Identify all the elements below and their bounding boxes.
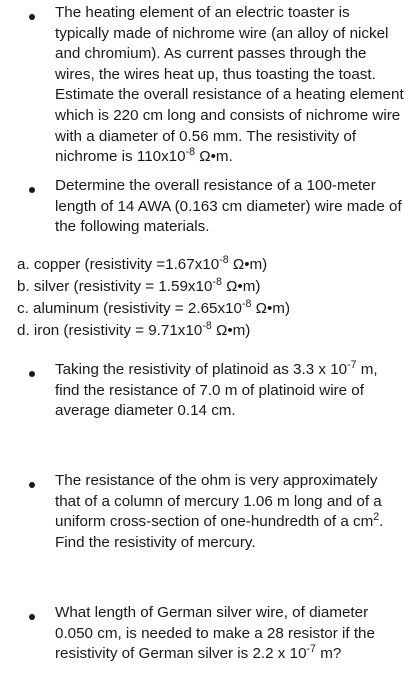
material-b-superscript: -8 [212,275,222,288]
material-d-part-3: Ω•m) [211,322,251,339]
material-d-part-1: d. iron (resistivity = 9.71x10 [17,322,203,339]
material-c-part-3: Ω•m) [251,300,291,317]
question-3-superscript: -7 [347,358,357,371]
question-1-superscript: -8 [185,146,196,159]
question-4-text [55,471,406,553]
question-1-part-1: The heating element of an electric toaster is typically made of nichrome wire (an alloy of nickel and chromium). As current passes through the wires, the wires heat up, thus toasting the toast. Estimate the overall resistance of a heating element which is 220 cm long and consists of nichrome wire with a diameter of 0.56 mm. The resistivity of nichrome is 110x10 [55,4,404,166]
bullet-icon [29,371,35,377]
material-c-superscript: -8 [241,297,252,310]
material-b-part-3: Ω•m) [221,278,261,295]
question-5-text [55,603,406,665]
question-5-superscript: -7 [306,643,316,656]
question-1-part-3: Ω•m. [195,148,233,166]
material-b-part-1: b. silver (resistivity = 1.59x10 [17,278,213,295]
question-3-text [55,360,406,422]
bullet-icon [29,482,35,488]
material-c-part-1: c. aluminum (resistivity = 2.65x10 [17,300,242,317]
material-a-part-3: Ω•m) [228,256,268,273]
bullet-icon [29,614,35,620]
question-4-part-3: . Find the resistivity of mercury. [55,513,384,551]
question-5-part-1: What length of German silver wire, of diameter 0.050 cm, is needed to make a 28 resistor if the resistivity of German silver is 2.2 x 10 [55,604,375,663]
material-d-superscript: -8 [202,319,212,332]
bullet-icon [29,187,35,193]
question-4-superscript: 2 [373,511,380,524]
question-5-part-3: m? [315,645,342,663]
material-a-part-1: a. copper (resistivity =1.67x10 [17,256,220,273]
question-3-part-1: Taking the resistivity of platinoid as 3.3 x 10 [55,361,348,378]
question-1-text [55,3,406,168]
material-b [17,277,406,298]
material-c [17,299,406,320]
bullet-icon [29,14,35,20]
material-a [17,255,406,276]
question-2-text [55,176,406,238]
material-d [17,321,406,342]
question-3-part-3: m, find the resistance of 7.0 m of platinoid wire of average diameter 0.14 cm. [55,361,378,420]
question-2-part-1: Determine the overall resistance of a 100-meter length of 14 AWA (0.163 cm diameter) wire made of the following materials. [55,177,402,236]
material-a-superscript: -8 [219,253,229,266]
question-4-part-1: The resistance of the ohm is very approximately that of a column of mercury 1.06 m long and of a uniform cross-section of one-hundredth of a cm [55,472,382,531]
